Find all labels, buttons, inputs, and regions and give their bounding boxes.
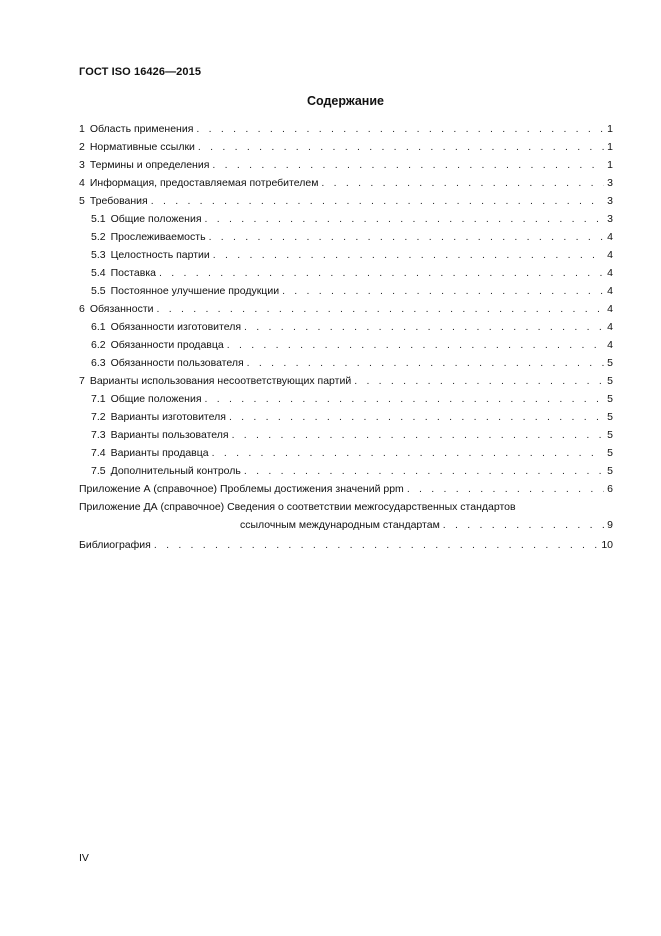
toc-page: 5 bbox=[607, 357, 613, 369]
toc-entry[interactable] bbox=[79, 156, 613, 174]
toc-entry[interactable] bbox=[79, 354, 613, 372]
toc-label-continuation: ссылочным международным стандартам bbox=[240, 519, 440, 531]
toc-number: 5.2 bbox=[91, 231, 106, 243]
toc-label: Область применения bbox=[89, 123, 194, 135]
toc-number: 7 bbox=[79, 375, 85, 387]
toc-label: Требования bbox=[89, 195, 148, 207]
dot-leader bbox=[157, 300, 605, 318]
toc-page: 4 bbox=[607, 231, 613, 243]
toc-entry[interactable] bbox=[79, 318, 613, 336]
toc-page: 5 bbox=[607, 411, 613, 423]
toc-entry[interactable] bbox=[79, 444, 613, 462]
toc-entry[interactable] bbox=[79, 300, 613, 318]
toc-label: Дополнительный контроль bbox=[110, 465, 241, 477]
toc-label: Нормативные ссылки bbox=[89, 141, 195, 153]
toc-page: 1 bbox=[607, 159, 613, 171]
toc-number: 5 bbox=[79, 195, 85, 207]
toc-label: Постоянное улучшение продукции bbox=[110, 285, 280, 297]
toc-number: 5.1 bbox=[91, 213, 106, 225]
dot-leader bbox=[244, 462, 604, 480]
toc-label: Общие положения bbox=[110, 213, 202, 225]
toc-page: 4 bbox=[607, 321, 613, 333]
toc-page: 9 bbox=[607, 519, 613, 531]
dot-leader bbox=[154, 536, 598, 554]
dot-leader bbox=[407, 480, 604, 498]
toc-page: 4 bbox=[607, 267, 613, 279]
toc-page: 5 bbox=[607, 447, 613, 459]
dot-leader bbox=[282, 282, 604, 300]
table-of-contents bbox=[79, 120, 613, 554]
dot-leader bbox=[321, 174, 604, 192]
page-number: IV bbox=[79, 852, 89, 864]
toc-label: Приложение ДА (справочное) Сведения о соответствии межгосударственных стандартов bbox=[79, 501, 516, 513]
toc-label: Варианты использования несоответствующих партий bbox=[89, 375, 352, 387]
toc-label: Приложение А (справочное) Проблемы достижения значений ppm bbox=[79, 483, 404, 495]
toc-number: 4 bbox=[79, 177, 85, 189]
toc-label: Варианты продавца bbox=[110, 447, 209, 459]
dot-leader bbox=[227, 336, 604, 354]
toc-page: 4 bbox=[607, 339, 613, 351]
toc-number: 6.2 bbox=[91, 339, 106, 351]
toc-page: 4 bbox=[607, 303, 613, 315]
dot-leader bbox=[213, 246, 604, 264]
toc-number: 7.1 bbox=[91, 393, 106, 405]
dot-leader bbox=[212, 444, 604, 462]
toc-page: 10 bbox=[601, 539, 613, 551]
toc-entry[interactable] bbox=[79, 426, 613, 444]
toc-number: 6.3 bbox=[91, 357, 106, 369]
toc-label: Целостность партии bbox=[110, 249, 210, 261]
toc-label: Общие положения bbox=[110, 393, 202, 405]
toc-page: 5 bbox=[607, 375, 613, 387]
toc-entry[interactable] bbox=[79, 228, 613, 246]
toc-page: 5 bbox=[607, 393, 613, 405]
toc-number: 3 bbox=[79, 159, 85, 171]
dot-leader bbox=[212, 156, 604, 174]
toc-label: Обязанности продавца bbox=[110, 339, 224, 351]
dot-leader bbox=[151, 192, 604, 210]
toc-number: 7.5 bbox=[91, 465, 106, 477]
toc-label: Обязанности изготовителя bbox=[110, 321, 242, 333]
toc-label: Термины и определения bbox=[89, 159, 210, 171]
dot-leader bbox=[232, 426, 604, 444]
toc-page: 1 bbox=[607, 123, 613, 135]
toc-entry[interactable] bbox=[79, 282, 613, 300]
toc-number: 6 bbox=[79, 303, 85, 315]
toc-entry[interactable] bbox=[79, 264, 613, 282]
dot-leader bbox=[196, 120, 604, 138]
toc-number: 2 bbox=[79, 141, 85, 153]
toc-label: Прослеживаемость bbox=[110, 231, 206, 243]
toc-label: Информация, предоставляемая потребителем bbox=[89, 177, 319, 189]
toc-number: 7.2 bbox=[91, 411, 106, 423]
toc-number: 5.3 bbox=[91, 249, 106, 261]
toc-page: 3 bbox=[607, 177, 613, 189]
toc-entry[interactable] bbox=[79, 462, 613, 480]
toc-entry[interactable] bbox=[79, 336, 613, 354]
page-title: Содержание bbox=[306, 94, 384, 108]
toc-number: 6.1 bbox=[91, 321, 106, 333]
toc-entry[interactable] bbox=[79, 372, 613, 390]
dot-leader bbox=[229, 408, 604, 426]
toc-page: 5 bbox=[607, 465, 613, 477]
dot-leader bbox=[209, 228, 604, 246]
toc-label: Поставка bbox=[110, 267, 157, 279]
toc-page: 4 bbox=[607, 249, 613, 261]
dot-leader bbox=[354, 372, 604, 390]
dot-leader bbox=[159, 264, 604, 282]
toc-entry-appendix-a[interactable] bbox=[79, 480, 613, 498]
toc-entry-bibliography[interactable] bbox=[79, 536, 613, 554]
toc-page: 3 bbox=[607, 213, 613, 225]
toc-entry[interactable] bbox=[79, 192, 613, 210]
dot-leader bbox=[205, 390, 604, 408]
document-code: ГОСТ ISO 16426—2015 bbox=[79, 66, 202, 78]
toc-label: Обязанности пользователя bbox=[110, 357, 244, 369]
toc-entry[interactable] bbox=[79, 390, 613, 408]
toc-label: Библиография bbox=[79, 539, 151, 551]
toc-label: Варианты пользователя bbox=[110, 429, 229, 441]
toc-entry[interactable] bbox=[79, 174, 613, 192]
toc-entry[interactable] bbox=[79, 120, 613, 138]
toc-number: 5.4 bbox=[91, 267, 106, 279]
toc-entry[interactable] bbox=[79, 408, 613, 426]
toc-entry[interactable] bbox=[79, 210, 613, 228]
toc-number: 7.3 bbox=[91, 429, 106, 441]
toc-label: Варианты изготовителя bbox=[110, 411, 226, 423]
toc-number: 5.5 bbox=[91, 285, 106, 297]
toc-entry-appendix-da[interactable] bbox=[79, 498, 613, 534]
toc-page: 4 bbox=[607, 285, 613, 297]
toc-page: 5 bbox=[607, 429, 613, 441]
dot-leader bbox=[247, 354, 604, 372]
toc-number: 1 bbox=[79, 123, 85, 135]
dot-leader bbox=[198, 138, 604, 156]
dot-leader bbox=[205, 210, 604, 228]
toc-entry[interactable] bbox=[79, 138, 613, 156]
dot-leader bbox=[244, 318, 604, 336]
toc-page: 3 bbox=[607, 195, 613, 207]
toc-label: Обязанности bbox=[89, 303, 154, 315]
toc-number: 7.4 bbox=[91, 447, 106, 459]
toc-page: 6 bbox=[607, 483, 613, 495]
toc-entry[interactable] bbox=[79, 246, 613, 264]
dot-leader bbox=[443, 516, 604, 534]
toc-page: 1 bbox=[607, 141, 613, 153]
